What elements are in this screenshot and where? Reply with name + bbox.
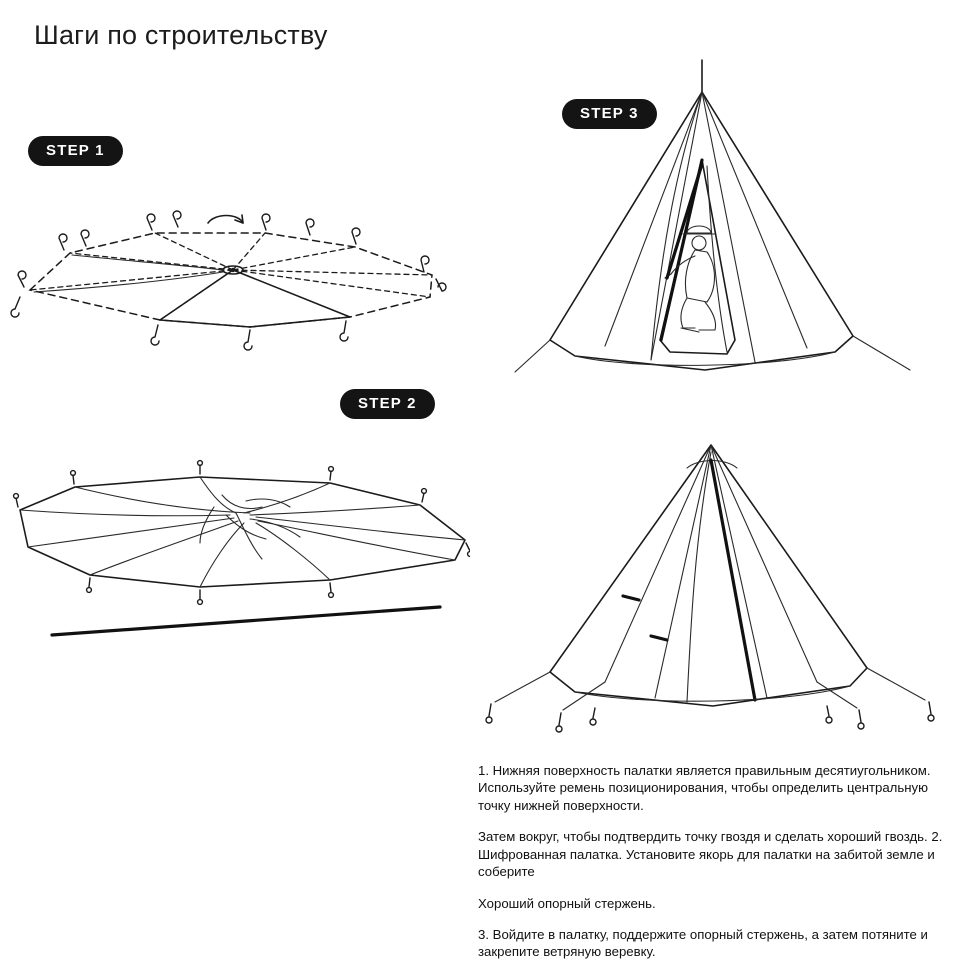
page-title: Шаги по строительству: [34, 20, 328, 50]
step-2-badge: STEP 2: [340, 389, 435, 419]
note-3: Хороший опорный стержень.: [478, 895, 656, 911]
note-1: 1. Нижняя поверхность палатки является правильным десятиугольником. Используйте ремень позиционирования, чтобы определить центральную точку нижней поверхности.: [478, 763, 931, 813]
note-4: 3. Войдите в палатку, поддержите опорный стержень, а затем потяните и закрепите ветряную веревку.: [478, 926, 928, 960]
instruction-notes: [478, 762, 948, 961]
figure-step-2-groundsheet: [0, 455, 470, 665]
note-2: Затем вокруг, чтобы подтвердить точку гвоздя и сделать хороший гвоздь. 2. Шифрованная палатка. Установите якорь для палатки на забитой земле и соберите: [478, 829, 943, 880]
step-1-badge: STEP 1: [28, 136, 123, 166]
figure-step-1-decagon-layout: [0, 175, 470, 365]
step-3-badge: STEP 3: [562, 99, 657, 129]
figure-finished-tent: [455, 410, 970, 750]
figure-step-3-erected-tent: [455, 40, 970, 400]
